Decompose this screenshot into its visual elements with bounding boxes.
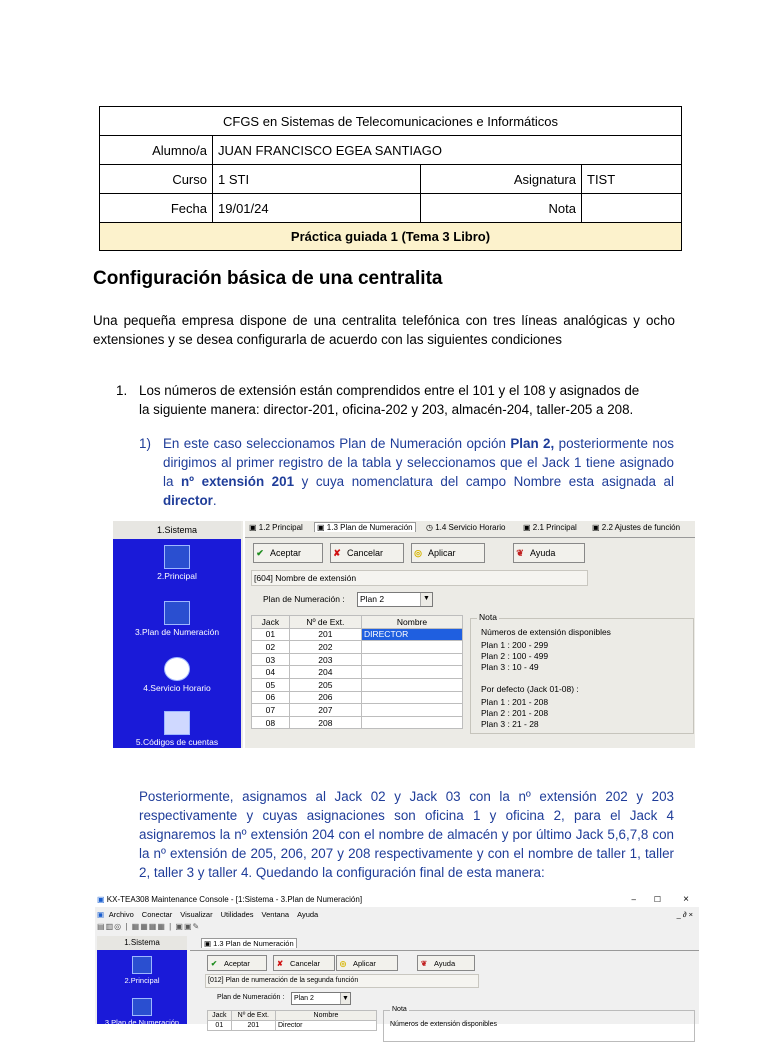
apply-label: Aplicar	[428, 548, 456, 558]
note-line: Plan 2 : 201 - 208	[481, 708, 549, 718]
note-line: Plan 1 : 201 - 208	[481, 697, 549, 707]
curso-value: 1 STI	[213, 165, 421, 194]
check-icon: ✔	[210, 958, 218, 968]
principal-icon	[132, 956, 152, 974]
col-name: Nombre	[276, 1011, 377, 1021]
fecha-value: 19/01/24	[213, 194, 421, 223]
name-cell[interactable]	[362, 653, 463, 666]
sidebar-item-horario[interactable]	[113, 657, 241, 693]
divider	[243, 521, 245, 748]
tab-plan-numeracion[interactable]: ▣ 1.3 Plan de Numeración	[201, 938, 297, 948]
doc-icon: ▣	[97, 910, 105, 919]
plan-select[interactable]	[291, 992, 351, 1005]
note-lines	[471, 619, 693, 730]
sidebar-item-plan[interactable]	[113, 601, 241, 637]
plan-label: Plan de Numeración :	[263, 594, 345, 604]
note-line: Plan 2 : 100 - 499	[481, 651, 549, 661]
jack-cell: 04	[252, 666, 290, 679]
note-line: Plan 1 : 200 - 299	[481, 640, 549, 650]
col-ext: Nº de Ext.	[231, 1011, 275, 1021]
sidebar-header[interactable]: 1.Sistema	[97, 936, 187, 950]
note-line: Números de extensión disponibles	[390, 1021, 498, 1028]
ext-cell: 206	[289, 691, 361, 704]
subitem-number: 1)	[139, 436, 151, 451]
ext-cell: 202	[289, 641, 361, 654]
ext-cell: 208	[289, 716, 361, 729]
menu-item[interactable]: Visualizar	[180, 910, 213, 919]
sidebar-header[interactable]: 1.Sistema	[113, 521, 241, 539]
accounts-icon	[164, 711, 190, 735]
table-row[interactable]	[252, 666, 463, 679]
intro-paragraph: Una pequeña empresa dispone de una centralita telefónica con tres líneas analógicas y ocho extensiones y se desea configurarla de acuerdo con las siguientes condiciones	[93, 313, 675, 347]
table-row[interactable]	[252, 691, 463, 704]
clock-icon	[164, 657, 190, 681]
cancel-label: Cancelar	[290, 958, 321, 968]
name-cell[interactable]: DIRECTOR	[362, 628, 463, 641]
course-title: CFGS en Sistemas de Telecomunicaciones e Informáticos	[100, 107, 682, 136]
sidebar-item-label: 3.Plan de Numeración	[104, 1018, 180, 1027]
col-jack: Jack	[252, 616, 290, 629]
title-bar	[95, 892, 699, 907]
help-button[interactable]	[417, 955, 475, 971]
maximize-button[interactable]: ☐	[653, 895, 661, 904]
ext-cell: 201	[289, 628, 361, 641]
toolbar-icon[interactable]: ▦	[140, 922, 149, 931]
plan-value: Plan 2	[294, 995, 314, 1002]
subitem-text-c: posteriormente nos dirigimos al primer registro de la tabla y seleccionamos que el Jack 1 tiene asignado la	[163, 436, 674, 489]
subitem-bold-ext: nº extensión 201	[180, 474, 295, 489]
tab-principal[interactable]: ▣ 1.2 Principal	[249, 523, 303, 532]
note-line: Plan 3 : 10 - 49	[481, 662, 539, 672]
accept-button[interactable]	[253, 543, 323, 563]
extension-rows	[252, 628, 463, 729]
accept-label: Aceptar	[270, 548, 302, 558]
subitem-bold-plan: Plan 2,	[510, 436, 555, 451]
sidebar-item-principal[interactable]	[97, 956, 187, 985]
app-icon: ▣	[97, 895, 105, 904]
jack-cell: 06	[252, 691, 290, 704]
plan-icon	[132, 998, 152, 1016]
circle-icon: ◎	[414, 547, 422, 558]
sidebar-item-label: 2.Principal	[157, 571, 197, 581]
col-ext: Nº de Ext.	[289, 616, 361, 629]
col-jack: Jack	[208, 1011, 232, 1021]
tab-line	[190, 950, 699, 951]
sidebar-item-label: 2.Principal	[124, 976, 160, 985]
inner-window-controls[interactable]: _ ∂ ×	[676, 910, 693, 919]
sidebar-item-label: 5.Códigos de cuentas	[135, 737, 219, 747]
fecha-label: Fecha	[100, 194, 213, 223]
menu-items	[109, 910, 326, 919]
accept-button[interactable]	[207, 955, 267, 971]
item-line-2: la siguiente manera: director-201, oficina-202 y 203, almacén-204, taller-205 a 208.	[139, 402, 634, 417]
menu-item[interactable]: Ventana	[261, 910, 290, 919]
note-line: Plan 3 : 21 - 28	[481, 719, 539, 729]
tab-servicio-horario[interactable]: ◷ 1.4 Servicio Horario	[426, 523, 506, 532]
check-icon: ✔	[256, 547, 264, 558]
tab-plan-numeracion[interactable]: ▣ 1.3 Plan de Numeración	[314, 522, 416, 532]
subitem-text-e: y cuya nomenclatura del campo Nombre esta asignada al	[294, 474, 674, 489]
x-icon: ✘	[276, 958, 284, 968]
table-row[interactable]	[252, 653, 463, 666]
asignatura-value: TIST	[582, 165, 682, 194]
tab-principal-2[interactable]: ▣ 2.1 Principal	[523, 523, 577, 532]
chevron-down-icon: ▼	[340, 993, 350, 1004]
toolbar-icon[interactable]: ▣	[183, 922, 193, 931]
item-number: 1.	[116, 383, 128, 398]
tab-label: 2.1 Principal	[532, 523, 577, 532]
note-box	[383, 1006, 695, 1042]
apply-button[interactable]	[411, 543, 485, 563]
sidebar-item-codigos[interactable]	[113, 711, 241, 747]
menu-item[interactable]: Archivo	[108, 910, 134, 919]
jack-cell: 01	[208, 1021, 232, 1031]
alumno-label: Alumno/a	[100, 136, 213, 165]
sidebar-item-label: 3.Plan de Numeración	[134, 627, 220, 637]
accept-label: Aceptar	[224, 958, 250, 968]
col-name: Nombre	[362, 616, 463, 629]
tab-label: 1.2 Principal	[258, 523, 303, 532]
help-icon: ❦	[420, 958, 428, 968]
header-table	[99, 106, 682, 251]
jack-cell: 08	[252, 716, 290, 729]
note-title: Nota	[479, 612, 497, 622]
cancel-label: Cancelar	[347, 548, 384, 558]
ext-cell: 205	[289, 678, 361, 691]
asignatura-label: Asignatura	[421, 165, 582, 194]
subitem-text-a: En este caso seleccionamos Plan de Numeración opción	[163, 436, 511, 451]
cancel-button[interactable]	[330, 543, 404, 563]
name-cell[interactable]	[362, 716, 463, 729]
name-cell[interactable]	[362, 704, 463, 717]
subitem-text-g: .	[212, 493, 217, 508]
jack-cell: 03	[252, 653, 290, 666]
toolbar-icon[interactable]: ▥	[105, 922, 115, 931]
note-line: Por defecto (Jack 01-08) :	[481, 684, 579, 694]
sidebar-item-label: 4.Servicio Horario	[143, 683, 211, 693]
nota-label: Nota	[421, 194, 582, 223]
note-box	[470, 612, 694, 734]
help-label: Ayuda	[530, 548, 556, 558]
subitem-paragraph	[163, 434, 674, 510]
apply-label: Aplicar	[353, 958, 376, 968]
plan-label: Plan de Numeración :	[217, 994, 285, 1001]
table-row[interactable]	[208, 1021, 377, 1031]
tab-ajustes[interactable]: ▣ 2.2 Ajustes de función	[592, 523, 681, 532]
close-button[interactable]: ×	[683, 894, 689, 905]
help-button[interactable]	[513, 543, 585, 563]
table-row[interactable]	[252, 716, 463, 729]
tab-label: 1.3 Plan de Numeración	[213, 939, 294, 948]
plan-value: Plan 2	[360, 594, 385, 604]
jack-cell: 01	[252, 628, 290, 641]
toolbar-icon[interactable]: ◎	[114, 922, 123, 931]
screenshot-console	[95, 892, 699, 1029]
toolbar-icon[interactable]: ✎	[192, 922, 201, 931]
tab-line	[245, 537, 695, 538]
note-line	[481, 673, 693, 684]
sidebar	[97, 936, 187, 1027]
jack-cell: 05	[252, 678, 290, 691]
name-cell[interactable]	[362, 691, 463, 704]
name-cell: Director	[276, 1021, 377, 1031]
assignment-paragraph: Posteriormente, asignamos al Jack 02 y Jack 03 con la nº extensión 202 y 203 respectivamente y cuyas asignaciones son oficina 1 y oficina 2, para el Jack 4 asignaremos la nº extensión 204 con el nombre de almacén y por último Jack 5,6,7,8 con la nº extensión de 205, 206, 207 y 208 respectivamente y con el nombre de taller 1, taller 2, taller 3 y taller 4. Quedando la configuración final de esta manera:	[139, 789, 674, 880]
sidebar-item-plan[interactable]	[97, 998, 187, 1027]
principal-icon	[164, 545, 190, 569]
table-row[interactable]	[252, 628, 463, 641]
extension-table	[251, 615, 463, 729]
practica-title: Práctica guiada 1 (Tema 3 Libro)	[100, 223, 682, 251]
table-row[interactable]	[252, 641, 463, 654]
page-heading: Configuración básica de una centralita	[93, 268, 443, 289]
menu-bar	[95, 909, 699, 920]
name-cell[interactable]	[362, 678, 463, 691]
alumno-value: JUAN FRANCISCO EGEA SANTIAGO	[213, 136, 682, 165]
name-cell[interactable]	[362, 641, 463, 654]
ext-cell: 207	[289, 704, 361, 717]
chevron-down-icon: ▼	[420, 593, 432, 606]
toolbar-icon[interactable]: ▦	[157, 922, 166, 931]
toolbar-icon[interactable]: ▤	[97, 922, 106, 931]
nota-value	[582, 194, 682, 223]
name-cell[interactable]	[362, 666, 463, 679]
toolbar: ▤▥◎ | ▦▦▦▦ | ▣▣✎	[97, 922, 201, 931]
item-line-1: Los números de extensión están comprendidos entre el 101 y el 108 y asignados de	[139, 383, 640, 398]
section-label: [012] Plan de numeración de la segunda función	[205, 974, 479, 988]
jack-cell: 02	[252, 641, 290, 654]
apply-button[interactable]	[336, 955, 398, 971]
toolbar-icon[interactable]: ▦	[148, 922, 158, 931]
tab-label: 1.4 Servicio Horario	[435, 523, 506, 532]
menu-item[interactable]: Ayuda	[297, 910, 319, 919]
circle-icon: ◎	[339, 958, 347, 968]
table-row[interactable]	[252, 678, 463, 691]
jack-cell: 07	[252, 704, 290, 717]
help-label: Ayuda	[434, 958, 456, 968]
plan-icon	[164, 601, 190, 625]
plan-select[interactable]	[357, 592, 433, 607]
sidebar	[113, 521, 241, 748]
curso-label: Curso	[100, 165, 213, 194]
minimize-button[interactable]: –	[631, 895, 636, 904]
sidebar-item-principal[interactable]	[113, 545, 241, 581]
note-line: Números de extensión disponibles	[481, 627, 611, 637]
menu-item[interactable]: Utilidades	[220, 910, 254, 919]
cancel-button[interactable]	[273, 955, 335, 971]
help-icon: ❦	[516, 547, 524, 558]
window-title: KX-TEA308 Maintenance Console - [1:Sistema - 3.Plan de Numeración]	[106, 895, 363, 904]
ext-cell: 201	[231, 1021, 275, 1031]
section-label: [604] Nombre de extensión	[251, 570, 588, 586]
subitem-bold-director: director	[163, 493, 213, 508]
tab-label: 1.3 Plan de Numeración	[326, 523, 413, 532]
toolbar-icon[interactable]: ▦	[131, 922, 141, 931]
table-row[interactable]	[252, 704, 463, 717]
ext-cell: 204	[289, 666, 361, 679]
ext-cell: 203	[289, 653, 361, 666]
tab-label: 2.2 Ajustes de función	[601, 523, 681, 532]
note-title: Nota	[392, 1006, 407, 1013]
screenshot-plan-numeracion	[113, 521, 695, 748]
toolbar-icon[interactable]: ▣	[175, 922, 184, 931]
extension-table	[207, 1010, 377, 1031]
x-icon: ✘	[333, 547, 341, 558]
menu-item[interactable]: Conectar	[141, 910, 173, 919]
